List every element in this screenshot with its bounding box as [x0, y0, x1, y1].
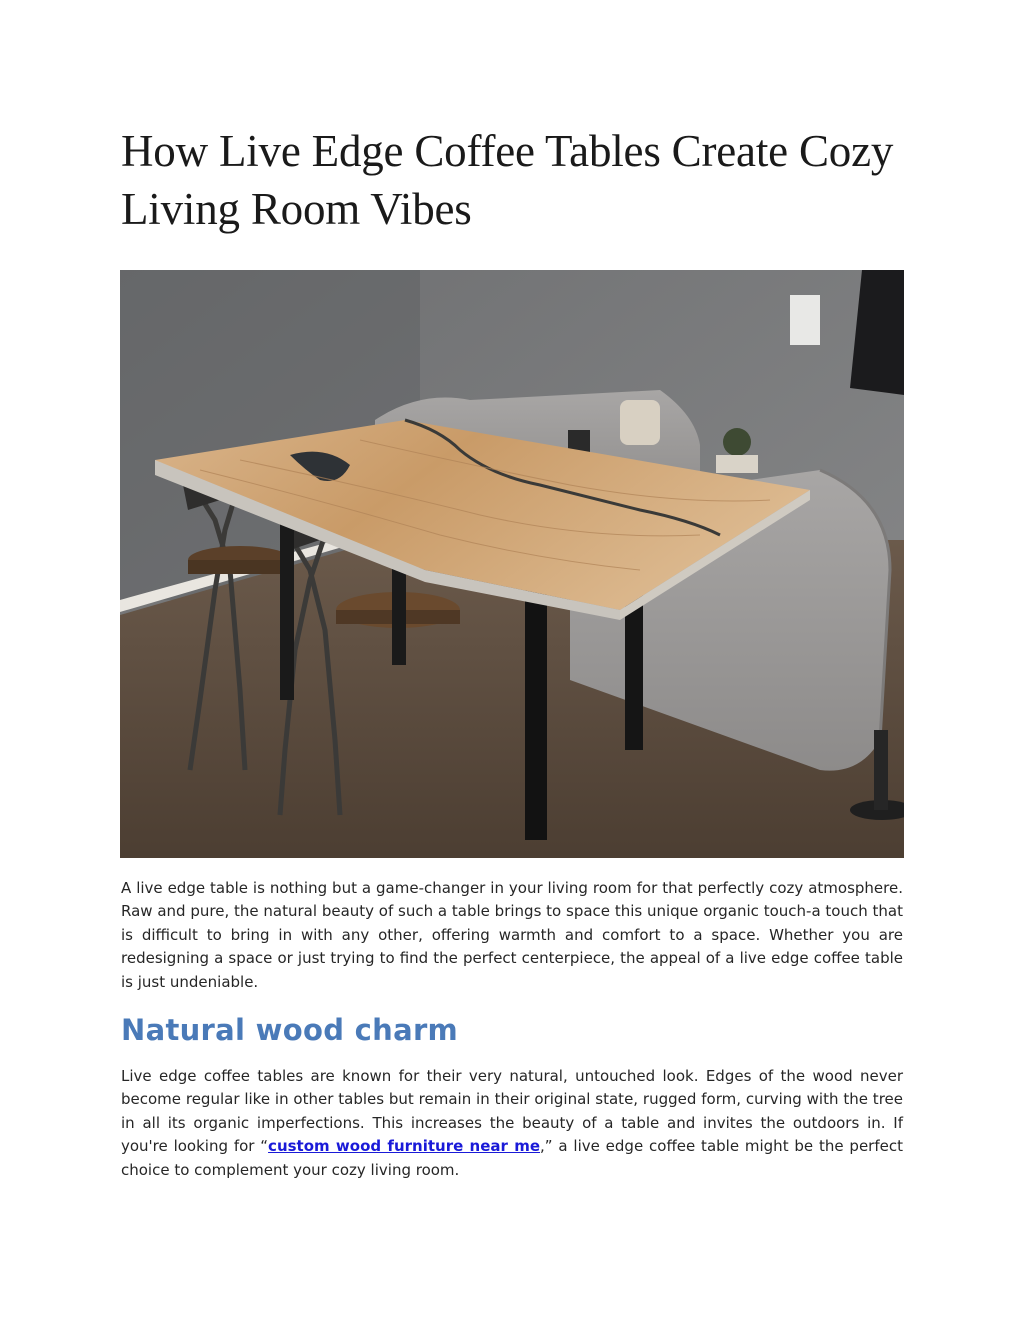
- section-heading: Natural wood charm: [121, 1013, 459, 1047]
- intro-paragraph: A live edge table is nothing but a game-changer in your living room for that perfectly cozy atmosphere. Raw and pure, the natural beauty of such a table brings to space this unique organic touch-a touch that is difficult to bring in with any other, offering warmth and comfort to a space. Whether you are redesigning a space or just trying to find the perfect centerpiece, the appeal of a live edge coffee table is just undeniable.: [121, 879, 903, 991]
- custom-wood-furniture-link[interactable]: custom wood furniture near me: [268, 1137, 541, 1156]
- hero-image: [120, 270, 904, 858]
- section-paragraph: [121, 1065, 903, 1182]
- page-title: How Live Edge Coffee Tables Create Cozy Living Room Vibes: [121, 126, 894, 234]
- paragraph-text-after-link: ,” a live edge coffee table might be the perfect choice to complement your cozy living room.: [121, 1137, 903, 1179]
- paragraph-text-before-link: Live edge coffee tables are known for their very natural, untouched look. Edges of the wood never become regular like in other tables but remain in their original state, rugged form, curving with the tree in all its organic imperfections. This increases the beauty of a table and invites the outdoors in. If you're looking for “: [121, 1067, 903, 1156]
